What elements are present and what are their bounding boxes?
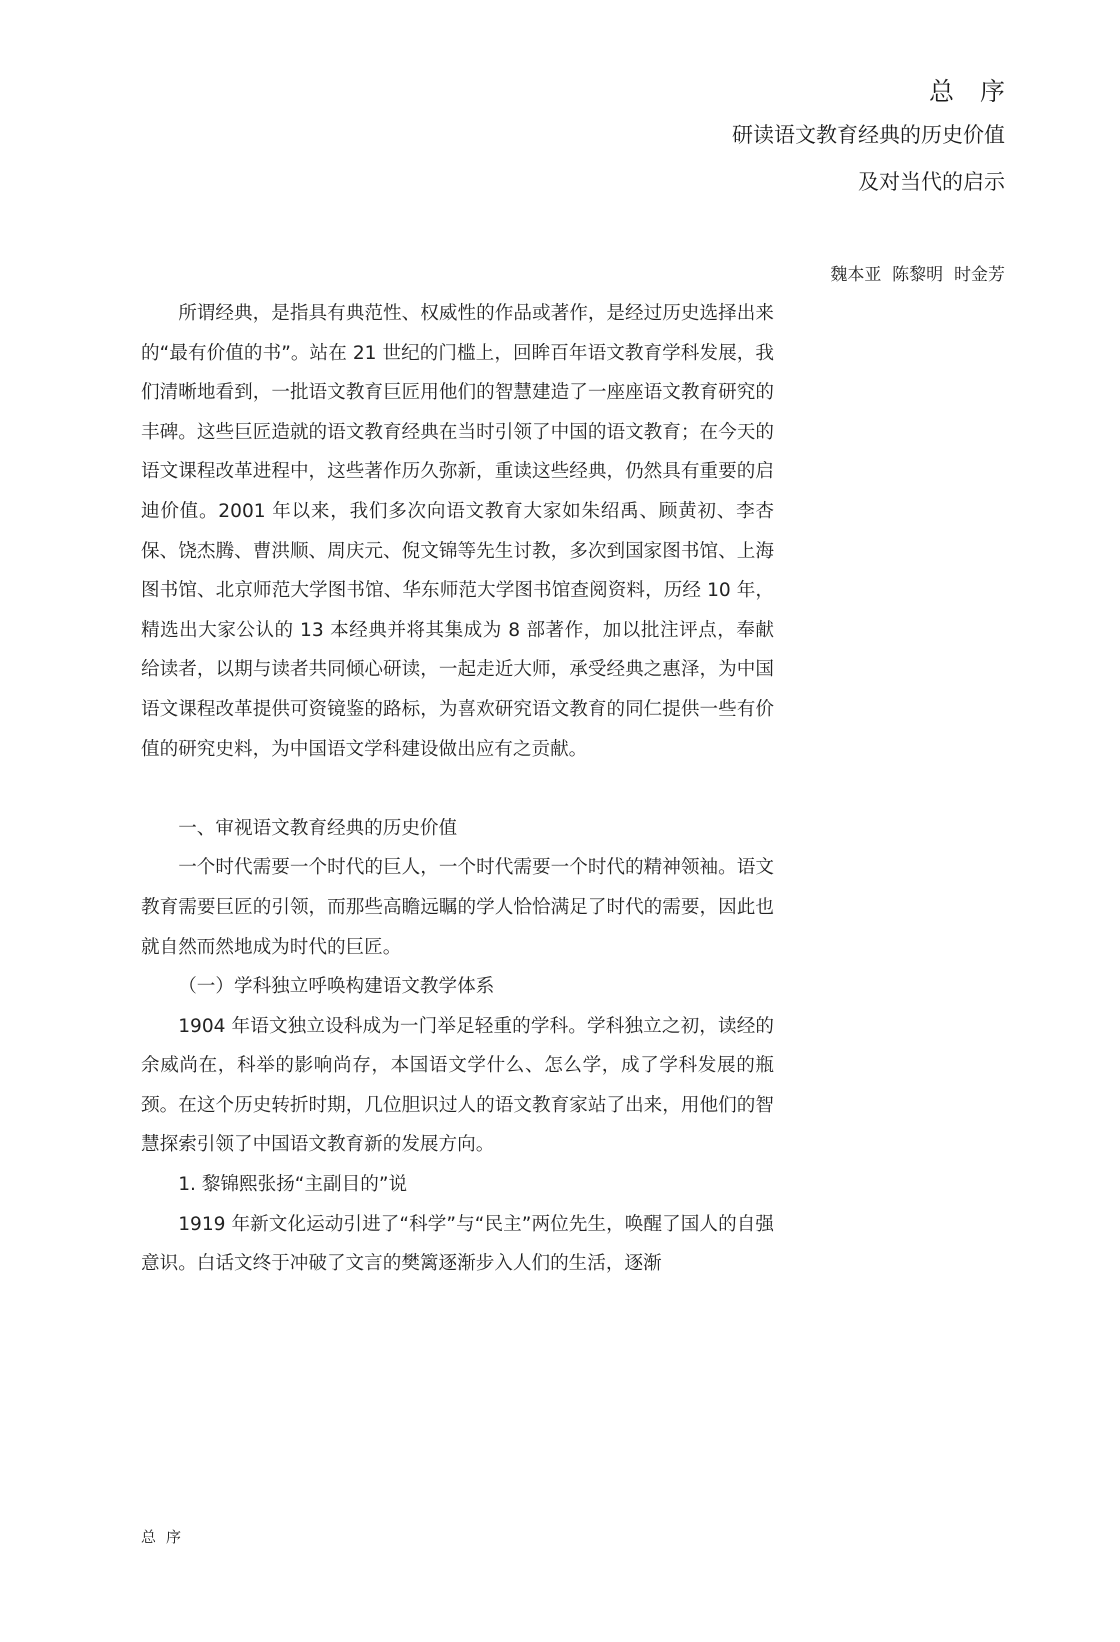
page-subtitle-line-2: 及对当代的启示 — [858, 170, 1005, 194]
point-1-heading: 1. 黎锦熙张扬“主副目的”说 — [178, 1174, 408, 1196]
page-subtitle-line-1: 研读语文教育经典的历史价值 — [732, 123, 1005, 147]
section-1-paragraph: 一个时代需要一个时代的巨人，一个时代需要一个时代的精神领袖。语文教育需要巨匠的引领，而那些高瞻远瞩的学人恰恰满足了时代的需要，因此也就自然而然地成为时代的巨匠。 — [141, 857, 774, 958]
section-1-heading: 一、审视语文教育经典的历史价值 — [178, 817, 458, 839]
page-title: 总序 — [928, 77, 1031, 106]
running-footer: 总序 — [141, 1528, 192, 1546]
body-text — [141, 294, 774, 1284]
authors-line: 魏本亚 陈黎明 时金芳 — [830, 265, 1005, 285]
subsection-1-paragraph: 1904 年语文独立设科成为一门举足轻重的学科。学科独立之初，读经的余威尚在，科举的影响尚存，本国语文学什么、怎么学，成了学科发展的瓶颈。在这个历史转折时期，几位胆识过人的语文教育家站了出来，用他们的智慧探索引领了中国语文教育新的发展方向。 — [141, 1015, 774, 1156]
page-header — [732, 74, 1031, 197]
point-1-paragraph: 1919 年新文化运动引进了“科学”与“民主”两位先生，唤醒了国人的自强意识。白话文终于冲破了文言的樊篱逐渐步入人们的生活，逐渐 — [141, 1213, 774, 1275]
subsection-1-heading: （一）学科独立呼唤构建语文教学体系 — [178, 976, 495, 998]
paragraph-gap — [141, 769, 774, 809]
intro-paragraph: 所谓经典，是指具有典范性、权威性的作品或著作，是经过历史选择出来的“最有价值的书”。站在 21 世纪的门槛上，回眸百年语文教育学科发展，我们清晰地看到，一批语文教育巨匠用他们的智慧建造了一座座语文教育研究的丰碑。这些巨匠造就的语文教育经典在当时引领了中国的语文教育；在今天的语文课程改革进程中，这些著作历久弥新，重读这些经典，仍然具有重要的启迪价值。2001 年以来，我们多次向语文教育大家如朱绍禹、顾黄初、李杏保、饶杰腾、曹洪顺、周庆元、倪文锦等先生讨教，多次到国家图书馆、上海图书馆、北京师范大学图书馆、华东师范大学图书馆查阅资料，历经 10 年，精选出大家公认的 13 本经典并将其集成为 8 部著作，加以批注评点，奉献给读者，以期与读者共同倾心研读，一起走近大师，承受经典之惠泽，为中国语文课程改革提供可资镜鉴的路标，为喜欢研究语文教育的同仁提供一些有价值的研究史料，为中国语文学科建设做出应有之贡献。 — [141, 303, 774, 760]
